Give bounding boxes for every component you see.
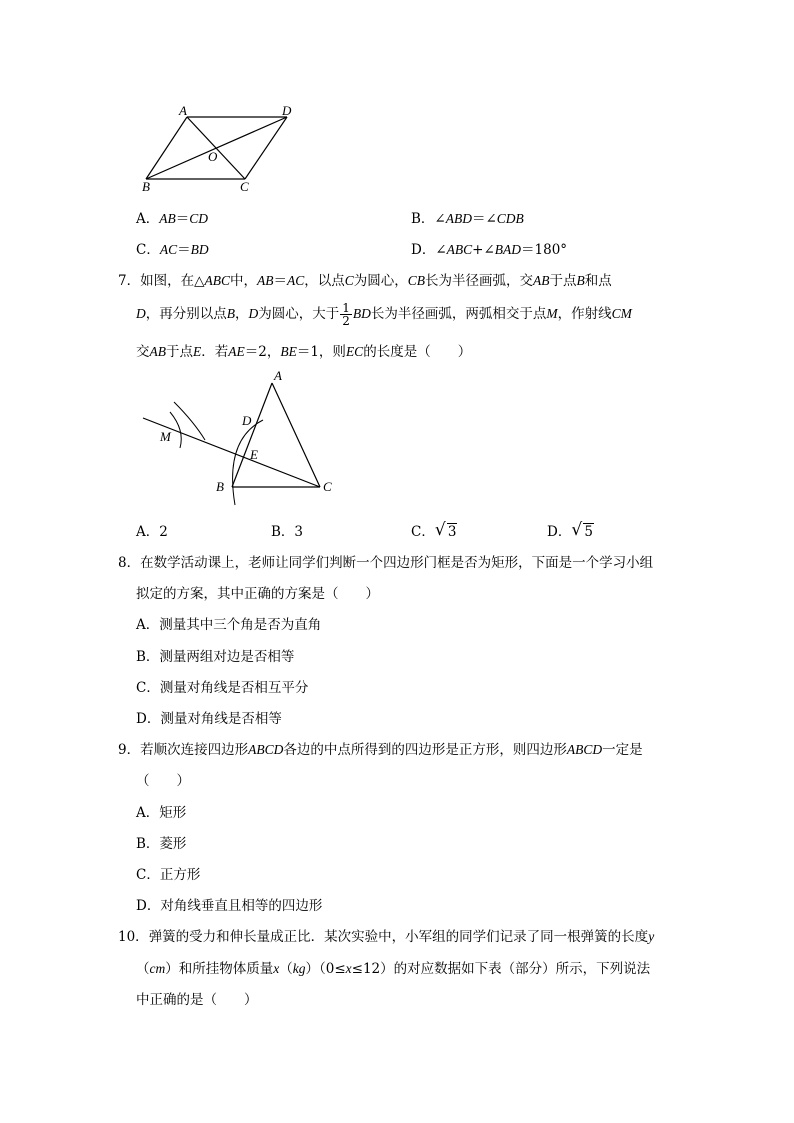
label-d: D [282,103,292,118]
q10-line-3: 中正确的是（ ） [136,992,258,1008]
q8-option-d: D．测量对角线是否相等 [136,711,282,727]
label-a: A [274,368,282,383]
triangle-construction-figure [140,365,340,510]
label-d: D [242,413,252,428]
q7-line-3: 交AB于点E．若AE＝2，BE＝1，则EC的长度是（ ） [136,344,472,360]
q7-line-1: 7．如图，在△ABC中，AB＝AC，以点C为圆心，CB长为半径画弧，交AB于点B和点 [118,273,612,289]
q8-option-c: C．测量对角线是否相互平分 [136,680,309,696]
q8-option-a: A．测量其中三个角是否为直角 [136,617,322,633]
q9-option-d: D．对角线垂直且相等的四边形 [136,898,323,914]
q7-line-2: D，再分别以点B，D为圆心，大于 $\frac{1}{2}$ BD长为半径画弧，两弧相交于点M，作射线CM [136,301,632,328]
label-c: C [323,479,332,494]
question-number: 10． [118,929,149,945]
q9-option-a: A．矩形 [136,805,187,821]
q10-line-2: （cm）和所挂物体质量x（kg）（0≤x≤12）的对应数据如下表（部分）所示，下列说法 [136,961,651,977]
question-number: 8． [118,555,141,571]
q9-line-2: （ ） [136,773,190,789]
label-b: B [216,479,224,494]
q10-line-1: 10．弹簧的受力和伸长量成正比．某次实验中，小军组的同学们记录了同一根弹簧的长度y [118,929,655,945]
q9-option-c: C．正方形 [136,867,201,883]
q9-line-1: 9．若顺次连接四边形ABCD各边的中点所得到的四边形是正方形，则四边形ABCD一定是 [118,742,643,758]
q6-option-b: B．∠ABD＝∠CDB [411,211,524,227]
q7-option-c: C． √ 3 [411,520,457,540]
q7-option-d: D． √ 5 [547,520,593,540]
q8-line-1: 8．在数学活动课上，老师让同学们判断一个四边形门框是否为矩形，下面是一个学习小组 [118,555,654,571]
q8-option-b: B．测量两组对边是否相等 [136,649,295,665]
q9-option-b: B．菱形 [136,836,187,852]
fraction-one-half: $\frac{1}{2}$ [342,301,350,328]
label-b: B [142,179,150,194]
question-number: 7． [118,273,141,289]
question-number: 9． [118,742,141,758]
q6-option-a: A．AB＝CD [136,211,209,227]
label-o: O [208,149,218,164]
label-m: M [160,429,171,444]
label-e: E [250,447,258,462]
q6-option-c: C．AC＝BD [136,242,209,258]
parallelogram-figure [140,100,310,195]
label-c: C [240,179,249,194]
q6-option-d: D．∠ABC+∠BAD＝180° [411,242,568,258]
label-a: A [179,103,187,118]
q7-option-a: A．2 [136,524,168,540]
q8-line-2: 拟定的方案，其中正确的方案是（ ） [136,586,379,602]
q7-option-b: B．3 [271,524,304,540]
